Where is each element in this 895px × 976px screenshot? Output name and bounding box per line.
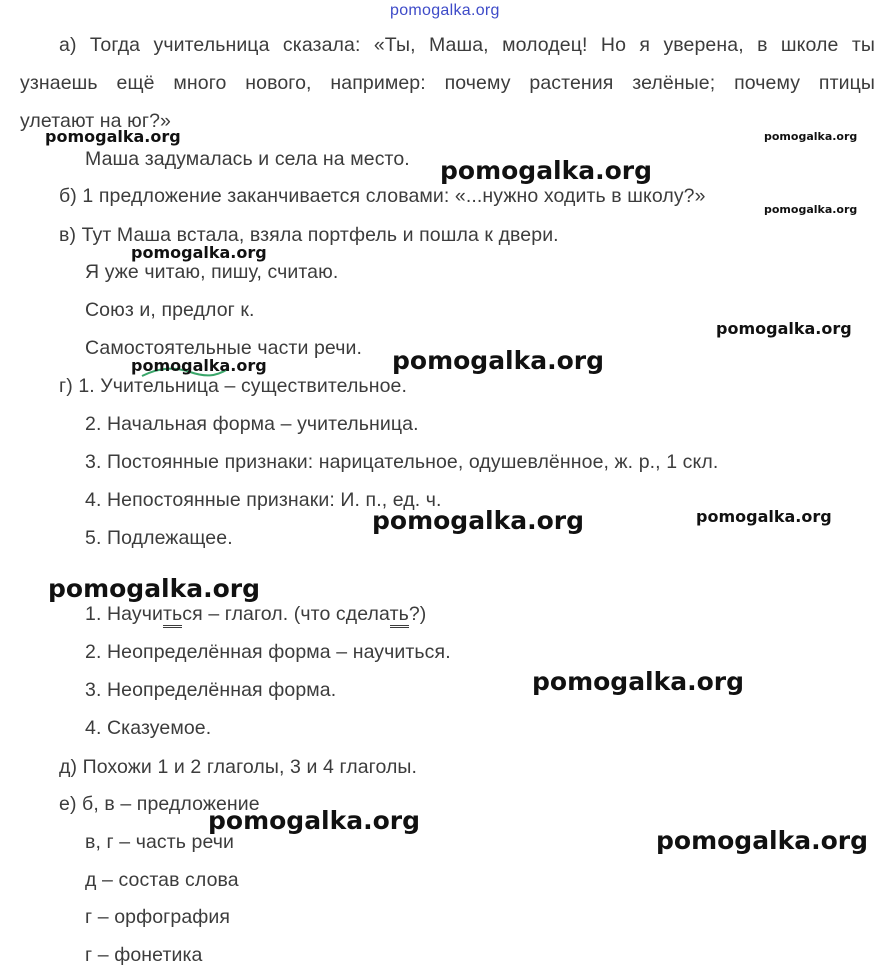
paragraph-e-3: д – состав слова	[85, 869, 239, 891]
watermark: pomogalka.org	[764, 130, 858, 143]
watermark: pomogalka.org	[656, 826, 869, 855]
watermark: pomogalka.org	[696, 507, 832, 526]
watermark: pomogalka.org	[716, 319, 852, 338]
verb1-underlined-suffix: ть	[163, 603, 182, 628]
watermark: pomogalka.org	[131, 356, 267, 375]
paragraph-a-line3: улетают на юг?»	[20, 110, 171, 132]
verb1-underlined-suffix-2: ть	[390, 603, 409, 628]
paragraph-g-noun-1: г) 1. Учительница – существительное.	[59, 375, 407, 397]
paragraph-v-line3: Союз и, предлог к.	[85, 299, 255, 321]
paragraph-g-verb-3: 3. Неопределённая форма.	[85, 679, 337, 701]
paragraph-v-line4: Самостоятельные части речи.	[85, 337, 362, 359]
watermark: pomogalka.org	[440, 156, 653, 185]
watermark: pomogalka.org	[48, 574, 261, 603]
paragraph-v-line1: в) Тут Маша встала, взяла портфель и пошла к двери.	[59, 224, 559, 246]
watermark: pomogalka.org	[131, 243, 267, 262]
header-watermark: pomogalka.org	[390, 2, 500, 19]
paragraph-a-line1: а) Тогда учительница сказала: «Ты, Маша, молодец! Но я уверена, в школе ты	[59, 34, 875, 56]
watermark: pomogalka.org	[208, 806, 421, 835]
paragraph-e-4: г – орфография	[85, 906, 231, 928]
watermark: pomogalka.org	[764, 203, 858, 216]
paragraph-g-verb-2: 2. Неопределённая форма – научиться.	[85, 641, 451, 663]
watermark: pomogalka.org	[532, 667, 745, 696]
watermark: pomogalka.org	[45, 127, 181, 146]
paragraph-e-2: в, г – часть речи	[85, 831, 235, 853]
paragraph-e-5: г – фонетика	[85, 944, 203, 966]
paragraph-g-verb-1	[85, 602, 426, 626]
paragraph-a-line4: Маша задумалась и села на место.	[85, 148, 410, 170]
paragraph-g-noun-2: 2. Начальная форма – учительница.	[85, 413, 419, 435]
verb1-part-a: 1. Научи	[85, 603, 163, 625]
paragraph-a-line2: узнаешь ещё много нового, например: почему растения зелёные; почему птицы	[20, 72, 875, 94]
watermark: pomogalka.org	[372, 506, 585, 535]
watermark: pomogalka.org	[392, 346, 605, 375]
paragraph-v-line2: Я уже читаю, пишу, считаю.	[85, 261, 339, 283]
paragraph-g-noun-5: 5. Подлежащее.	[85, 527, 233, 549]
verb1-part-b: ся – глагол. (что сдела	[182, 603, 390, 625]
paragraph-g-noun-4: 4. Непостоянные признаки: И. п., ед. ч.	[85, 489, 442, 511]
paragraph-g-verb-4: 4. Сказуемое.	[85, 717, 212, 739]
verb1-part-d: ?)	[408, 603, 427, 625]
paragraph-e-1: е) б, в – предложение	[59, 793, 260, 815]
paragraph-b: б) 1 предложение заканчивается словами: «...нужно ходить в школу?»	[59, 185, 706, 207]
paragraph-g-noun-3: 3. Постоянные признаки: нарицательное, одушевлённое, ж. р., 1 скл.	[85, 451, 719, 473]
paragraph-d: д) Похожи 1 и 2 глаголы, 3 и 4 глаголы.	[59, 756, 418, 778]
